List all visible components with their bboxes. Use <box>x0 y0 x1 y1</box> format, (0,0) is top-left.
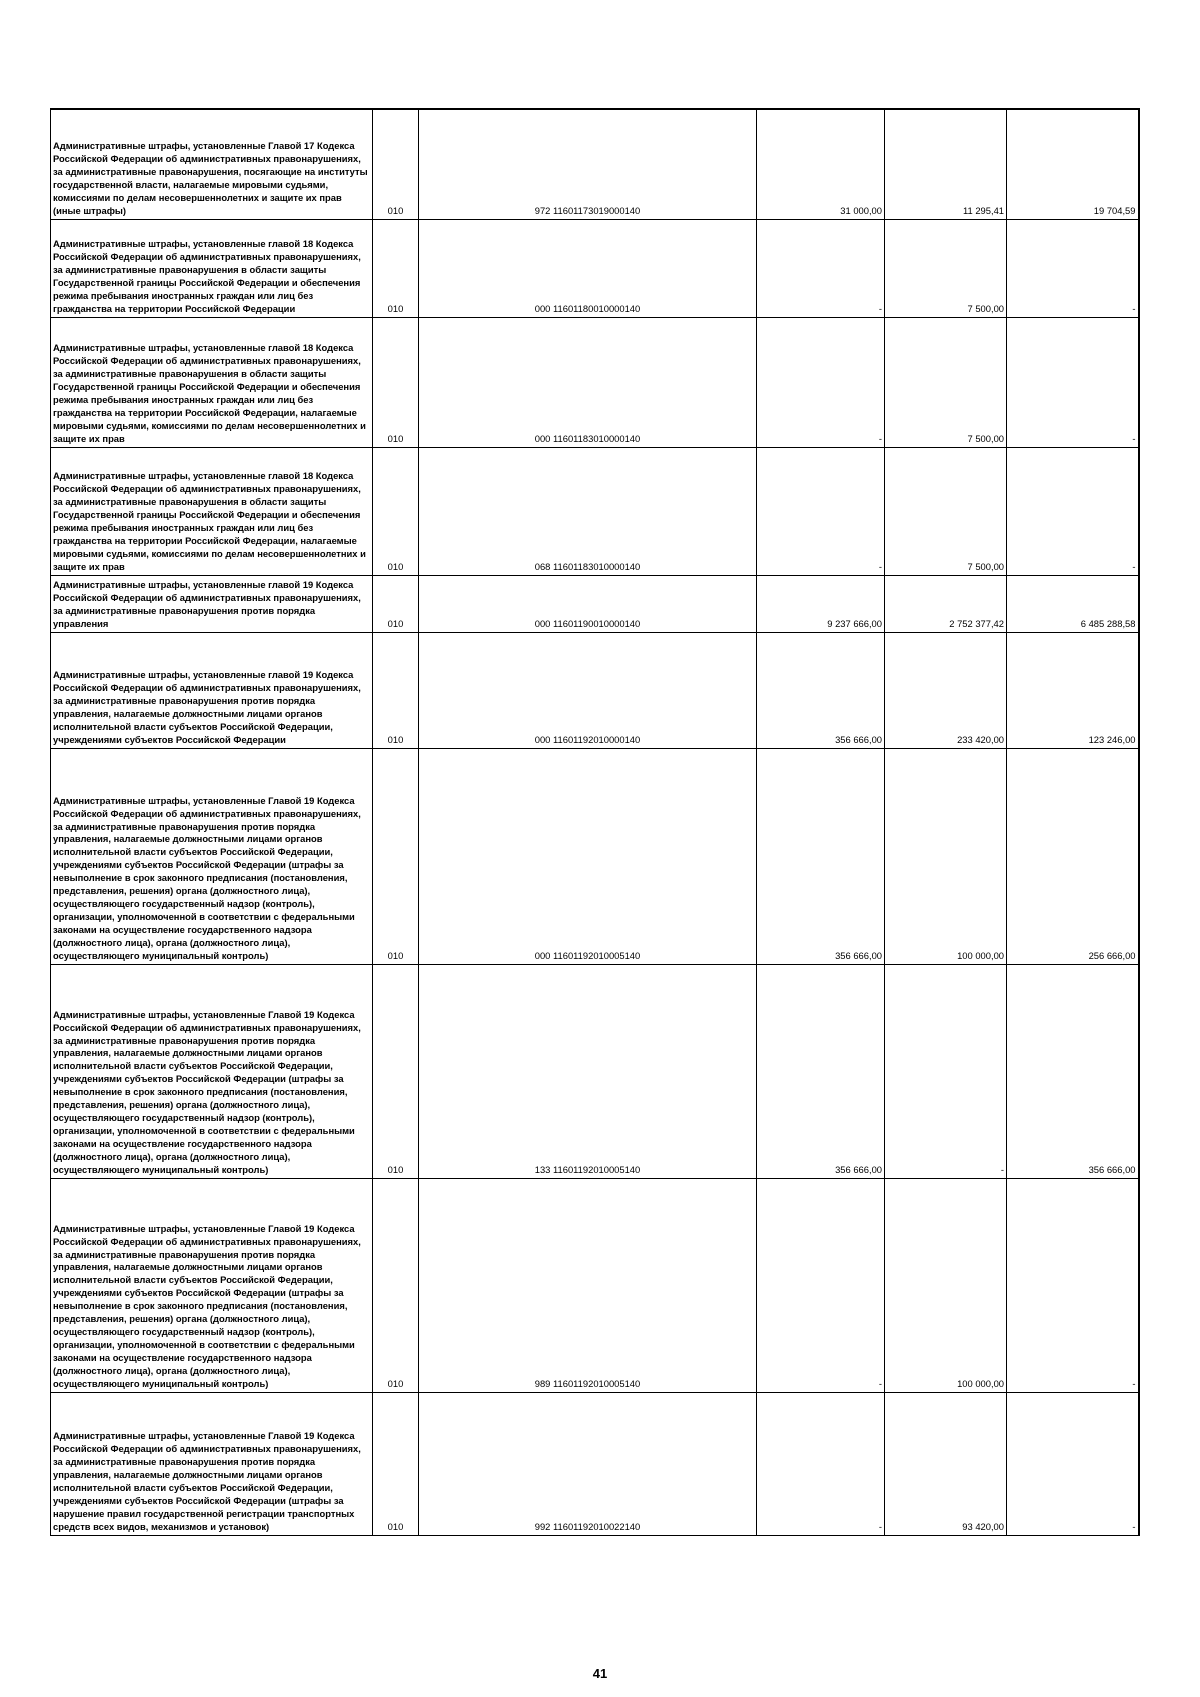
row-income-code: 000 11601190010000140 <box>419 575 757 632</box>
row-name: Административные штрафы, установленные главой 18 Кодекса Российской Федерации об административных правонарушениях, за административные правонарушения в области защиты Государственной границы Российской Федерации и обеспечения режима пребывания иностранных граждан или лиц без гражданства на территории Российской Федерации <box>51 219 373 317</box>
row-income-code: 000 11601192010000140 <box>419 632 757 748</box>
row-income-code: 000 11601183010000140 <box>419 317 757 447</box>
row-line-code: 010 <box>373 109 419 219</box>
row-unexecuted: 123 246,00 <box>1007 632 1139 748</box>
row-unexecuted: - <box>1007 219 1139 317</box>
row-unexecuted: - <box>1007 1392 1139 1535</box>
table-row <box>51 1178 1139 1392</box>
row-name: Административные штрафы, установленные главой 19 Кодекса Российской Федерации об административных правонарушениях, за административные правонарушения против порядка управления <box>51 575 373 632</box>
row-line-code: 010 <box>373 1178 419 1392</box>
row-executed: - <box>885 964 1007 1178</box>
table-row <box>51 317 1139 447</box>
row-name: Административные штрафы, установленные Главой 17 Кодекса Российской Федерации об административных правонарушениях, за административные правонарушения, посягающие на институты государственной власти, налагаемые мировыми судьями, комиссиями по делам несовершеннолетних и защите их прав (иные штрафы) <box>51 109 373 219</box>
row-approved: - <box>757 1392 885 1535</box>
row-approved: 9 237 666,00 <box>757 575 885 632</box>
row-unexecuted: 19 704,59 <box>1007 109 1139 219</box>
row-executed: 11 295,41 <box>885 109 1007 219</box>
table-row <box>51 1392 1139 1535</box>
row-name: Административные штрафы, установленные главой 18 Кодекса Российской Федерации об административных правонарушениях, за административные правонарушения в области защиты Государственной границы Российской Федерации и обеспечения режима пребывания иностранных граждан или лиц без гражданства на территории Российской Федерации, налагаемые мировыми судьями, комиссиями по делам несовершеннолетних и защите их прав <box>51 447 373 575</box>
row-executed: 7 500,00 <box>885 317 1007 447</box>
row-approved: - <box>757 1178 885 1392</box>
revenue-table <box>50 108 1140 1536</box>
row-approved: 356 666,00 <box>757 632 885 748</box>
row-income-code: 068 11601183010000140 <box>419 447 757 575</box>
row-income-code: 989 11601192010005140 <box>419 1178 757 1392</box>
row-name: Административные штрафы, установленные главой 19 Кодекса Российской Федерации об административных правонарушениях, за административные правонарушения против порядка управления, налагаемые должностными лицами органов исполнительной власти субъектов Российской Федерации, учреждениями субъектов Российской Федерации <box>51 632 373 748</box>
row-unexecuted: 356 666,00 <box>1007 964 1139 1178</box>
row-line-code: 010 <box>373 632 419 748</box>
row-executed: 100 000,00 <box>885 1178 1007 1392</box>
row-approved: 356 666,00 <box>757 748 885 964</box>
row-line-code: 010 <box>373 748 419 964</box>
row-approved: - <box>757 219 885 317</box>
row-income-code: 133 11601192010005140 <box>419 964 757 1178</box>
row-executed: 233 420,00 <box>885 632 1007 748</box>
table-row <box>51 575 1139 632</box>
row-executed: 100 000,00 <box>885 748 1007 964</box>
row-income-code: 000 11601180010000140 <box>419 219 757 317</box>
row-unexecuted: 6 485 288,58 <box>1007 575 1139 632</box>
row-unexecuted: 256 666,00 <box>1007 748 1139 964</box>
table-row <box>51 447 1139 575</box>
row-name: Административные штрафы, установленные главой 18 Кодекса Российской Федерации об административных правонарушениях, за административные правонарушения в области защиты Государственной границы Российской Федерации и обеспечения режима пребывания иностранных граждан или лиц без гражданства на территории Российской Федерации, налагаемые мировыми судьями, комиссиями по делам несовершеннолетних и защите их прав <box>51 317 373 447</box>
row-line-code: 010 <box>373 1392 419 1535</box>
row-name: Административные штрафы, установленные Главой 19 Кодекса Российской Федерации об административных правонарушениях, за административные правонарушения против порядка управления, налагаемые должностными лицами органов исполнительной власти субъектов Российской Федерации, учреждениями субъектов Российской Федерации (штрафы за невыполнение в срок законного предписания (постановления, представления, решения) органа (должностного лица), осуществляющего государственный надзор (контроль), организации, уполномоченной в соответствии с федеральными законами на осуществление государственного надзора (должностного лица), органа (должностного лица), осуществляющего муниципальный контроль) <box>51 748 373 964</box>
row-line-code: 010 <box>373 447 419 575</box>
table-row <box>51 632 1139 748</box>
row-approved: 31 000,00 <box>757 109 885 219</box>
row-line-code: 010 <box>373 219 419 317</box>
row-approved: 356 666,00 <box>757 964 885 1178</box>
row-line-code: 010 <box>373 964 419 1178</box>
table-row <box>51 109 1139 219</box>
page-number: 41 <box>592 1666 608 1681</box>
row-executed: 93 420,00 <box>885 1392 1007 1535</box>
row-unexecuted: - <box>1007 1178 1139 1392</box>
row-line-code: 010 <box>373 575 419 632</box>
table-row <box>51 748 1139 964</box>
row-name: Административные штрафы, установленные Главой 19 Кодекса Российской Федерации об административных правонарушениях, за административные правонарушения против порядка управления, налагаемые должностными лицами органов исполнительной власти субъектов Российской Федерации, учреждениями субъектов Российской Федерации (штрафы за нарушение правил государственной регистрации транспортных средств всех видов, механизмов и установок) <box>51 1392 373 1535</box>
row-income-code: 000 11601192010005140 <box>419 748 757 964</box>
row-unexecuted: - <box>1007 447 1139 575</box>
row-line-code: 010 <box>373 317 419 447</box>
row-name: Административные штрафы, установленные Главой 19 Кодекса Российской Федерации об административных правонарушениях, за административные правонарушения против порядка управления, налагаемые должностными лицами органов исполнительной власти субъектов Российской Федерации, учреждениями субъектов Российской Федерации (штрафы за невыполнение в срок законного предписания (постановления, представления, решения) органа (должностного лица), осуществляющего государственный надзор (контроль), организации, уполномоченной в соответствии с федеральными законами на осуществление государственного надзора (должностного лица), органа (должностного лица), осуществляющего муниципальный контроль) <box>51 964 373 1178</box>
row-executed: 7 500,00 <box>885 447 1007 575</box>
row-unexecuted: - <box>1007 317 1139 447</box>
table-row <box>51 964 1139 1178</box>
row-executed: 2 752 377,42 <box>885 575 1007 632</box>
row-income-code: 972 11601173019000140 <box>419 109 757 219</box>
row-name: Административные штрафы, установленные Главой 19 Кодекса Российской Федерации об административных правонарушениях, за административные правонарушения против порядка управления, налагаемые должностными лицами органов исполнительной власти субъектов Российской Федерации, учреждениями субъектов Российской Федерации (штрафы за невыполнение в срок законного предписания (постановления, представления, решения) органа (должностного лица), осуществляющего государственный надзор (контроль), организации, уполномоченной в соответствии с федеральными законами на осуществление государственного надзора (должностного лица), органа (должностного лица), осуществляющего муниципальный контроль) <box>51 1178 373 1392</box>
row-approved: - <box>757 447 885 575</box>
row-income-code: 992 11601192010022140 <box>419 1392 757 1535</box>
row-approved: - <box>757 317 885 447</box>
row-executed: 7 500,00 <box>885 219 1007 317</box>
table-row <box>51 219 1139 317</box>
